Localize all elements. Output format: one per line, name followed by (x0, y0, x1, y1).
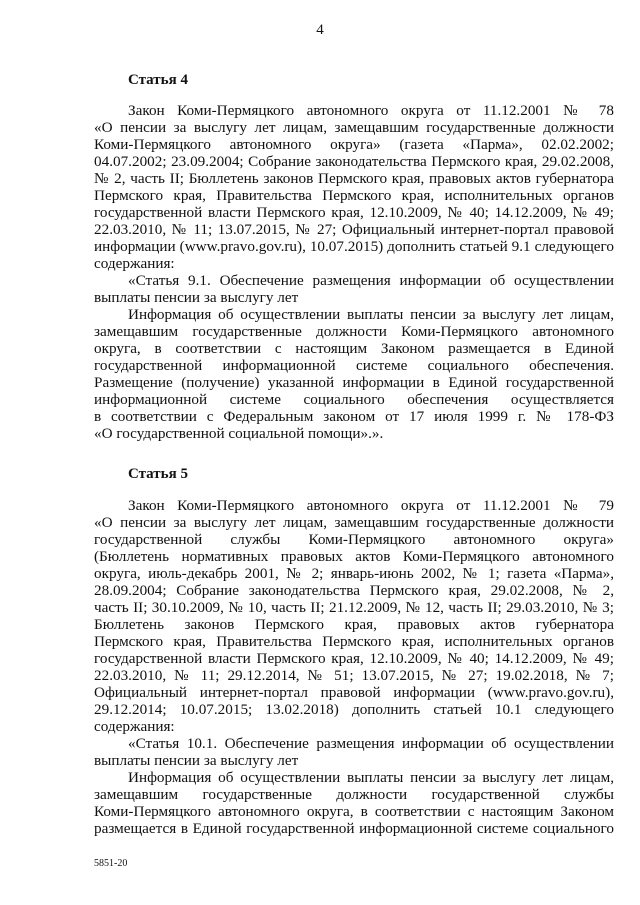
paragraph-line: 04.07.2002; 23.09.2004; Собрание законодательства Пермского края, 29.02.2008, (94, 153, 614, 170)
paragraph-line: округа, в соответствии с настоящим Законом размещается в Единой (94, 340, 614, 357)
paragraph-line: замещавшим государственные должности государственной службы (94, 786, 614, 803)
paragraph-line: содержания: (94, 255, 175, 272)
paragraph-line: Коми-Пермяцкого автономного округа» (газета «Парма», 02.02.2002; (94, 136, 614, 153)
paragraph-line: Пермского края, Правительства Пермского края, исполнительных органов (94, 633, 614, 650)
paragraph-line: № 2, часть II; Бюллетень законов Пермского края, правовых актов губернатора (94, 170, 614, 187)
document-code: 5851-20 (94, 858, 128, 869)
paragraph-line: государственной власти Пермского края, 12.10.2009, № 40; 14.12.2009, № 49; (94, 204, 614, 221)
paragraph-line: Коми-Пермяцкого автономного округа, в соответствии с настоящим Законом (94, 803, 614, 820)
paragraph-line: информационной системе социального обеспечения осуществляется (94, 391, 614, 408)
paragraph-line: государственной службы Коми-Пермяцкого автономного округа» (94, 531, 614, 548)
paragraph-line: «О пенсии за выслугу лет лицам, замещавшим государственные должности (94, 119, 614, 136)
article-4-title: Статья 4 (128, 72, 188, 88)
paragraph-line: Информация об осуществлении выплаты пенсии за выслугу лет лицам, (128, 306, 614, 323)
paragraph-line: государственной власти Пермского края, 12.10.2009, № 40; 14.12.2009, № 49; (94, 650, 614, 667)
paragraph-line: замещавшим государственные должности Коми-Пермяцкого автономного (94, 323, 614, 340)
paragraph-line: округа, июль-декабрь 2001, № 2; январь-июнь 2002, № 1; газета «Парма», (94, 565, 614, 582)
paragraph-line: «Статья 10.1. Обеспечение размещения информации об осуществлении (128, 735, 614, 752)
paragraph-line: информации (www.pravo.gov.ru), 10.07.2015) дополнить статьей 9.1 следующего (94, 238, 614, 255)
paragraph-line: выплаты пенсии за выслугу лет (94, 289, 299, 306)
paragraph-line: Бюллетень законов Пермского края, правовых актов губернатора (94, 616, 614, 633)
paragraph-line: размещается в Единой государственной информационной системе социального (94, 820, 614, 837)
paragraph-line: (Бюллетень нормативных правовых актов Коми-Пермяцкого автономного (94, 548, 614, 565)
paragraph-line: содержания: (94, 718, 175, 735)
paragraph-line: Информация об осуществлении выплаты пенсии за выслугу лет лицам, (128, 769, 614, 786)
paragraph-line: Закон Коми-Пермяцкого автономного округа от 11.12.2001 № 78 (128, 102, 614, 119)
paragraph-line: Официальный интернет-портал правовой информации (www.pravo.gov.ru), (94, 684, 614, 701)
paragraph-line: «О пенсии за выслугу лет лицам, замещавшим государственные должности (94, 514, 614, 531)
paragraph-line: Закон Коми-Пермяцкого автономного округа от 11.12.2001 № 79 (128, 497, 614, 514)
paragraph-line: Пермского края, Правительства Пермского края, исполнительных органов (94, 187, 614, 204)
page-number: 4 (316, 22, 324, 38)
paragraph-line: Размещение (получение) указанной информации в Единой государственной (94, 374, 614, 391)
paragraph-line: часть II; 30.10.2009, № 10, часть II; 21.12.2009, № 12, часть II; 29.03.2010, № 3; (94, 599, 614, 616)
paragraph-line: 28.09.2004; Собрание законодательства Пермского края, 29.02.2008, № 2, (94, 582, 614, 599)
paragraph-line: в соответствии с Федеральным законом от 17 июля 1999 г. № 178-ФЗ (94, 408, 614, 425)
paragraph-line: 22.03.2010, № 11; 13.07.2015, № 27; Официальный интернет-портал правовой (94, 221, 614, 238)
paragraph-line: 22.03.2010, № 11; 29.12.2014, № 51; 13.07.2015, № 27; 19.02.2018, № 7; (94, 667, 614, 684)
paragraph-line: государственной информационной системе социального обеспечения. (94, 357, 614, 374)
paragraph-line: «О государственной социальной помощи».». (94, 425, 384, 442)
paragraph-line: 29.12.2014; 10.07.2015; 13.02.2018) дополнить статьей 10.1 следующего (94, 701, 614, 718)
paragraph-line: «Статья 9.1. Обеспечение размещения информации об осуществлении (128, 272, 614, 289)
article-5-title: Статья 5 (128, 466, 188, 482)
paragraph-line: выплаты пенсии за выслугу лет (94, 752, 299, 769)
